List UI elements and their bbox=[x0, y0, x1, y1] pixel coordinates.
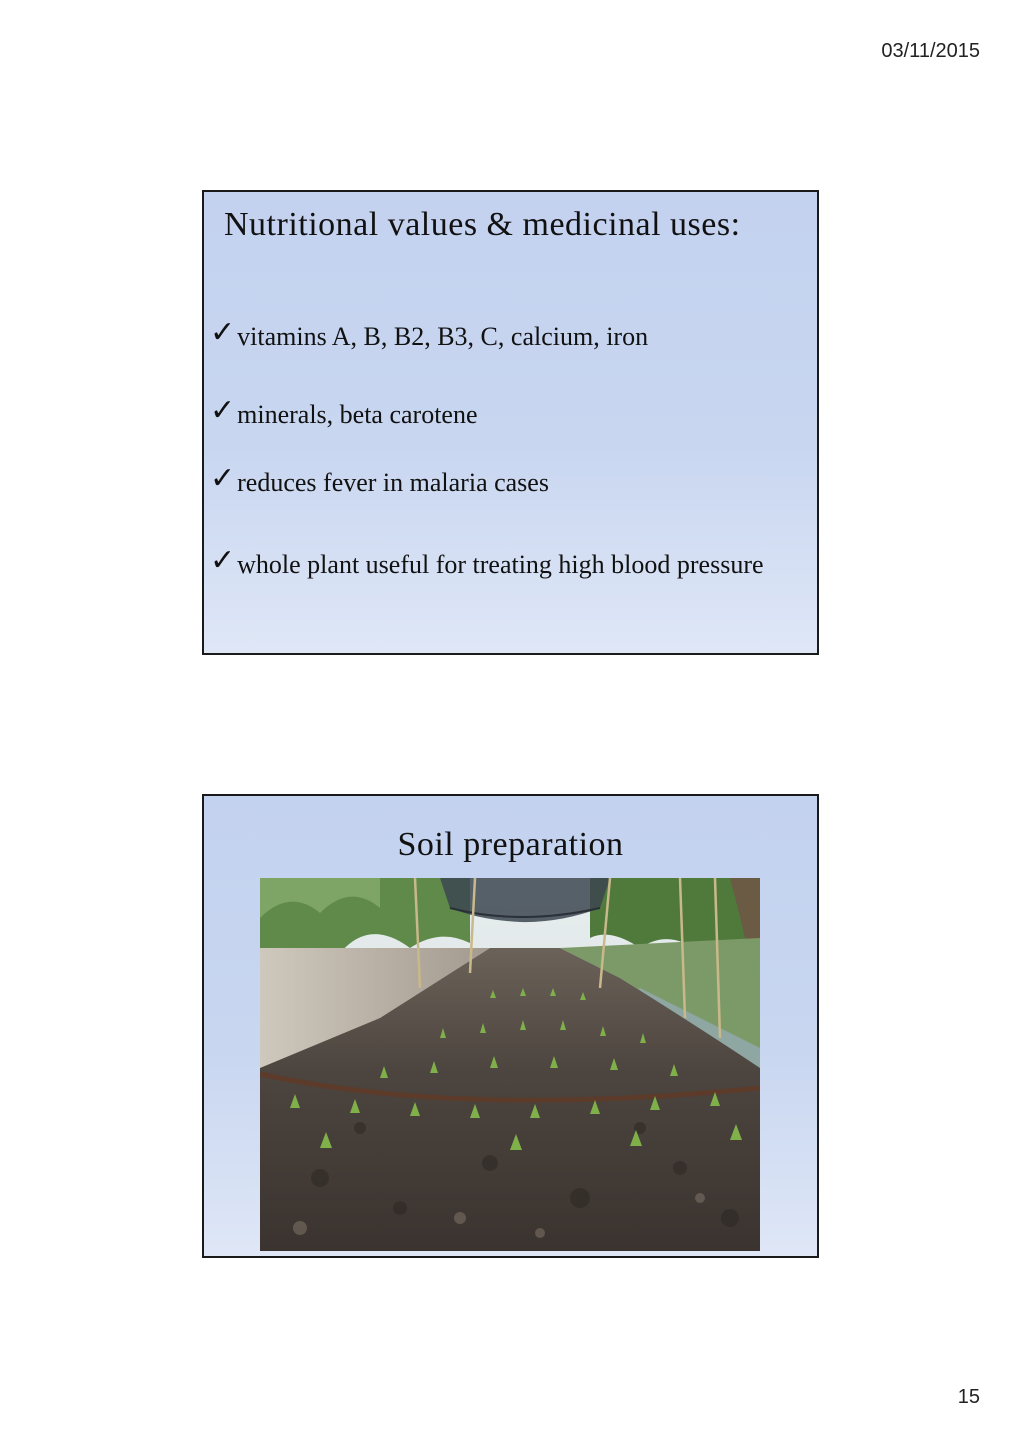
bullet-item bbox=[210, 543, 764, 580]
bullet-item bbox=[210, 393, 478, 430]
bullet-text: minerals, beta carotene bbox=[237, 400, 478, 429]
page-date: 03/11/2015 bbox=[881, 40, 980, 62]
page-number: 15 bbox=[957, 1386, 980, 1408]
slide-title: Soil preparation bbox=[397, 826, 624, 863]
bullet-text: vitamins A, B, B2, B3, C, calcium, iron bbox=[237, 322, 649, 351]
bullet-item bbox=[210, 461, 549, 498]
check-icon: ✓ bbox=[210, 315, 236, 350]
field-photo-icon bbox=[260, 878, 760, 1251]
slide-soil-preparation bbox=[202, 794, 819, 1258]
bullet-text: whole plant useful for treating high blood pressure bbox=[237, 550, 764, 579]
check-icon: ✓ bbox=[210, 393, 236, 428]
bullet-text: reduces fever in malaria cases bbox=[237, 468, 549, 497]
slide-nutritional-values bbox=[202, 190, 819, 655]
check-icon: ✓ bbox=[210, 461, 236, 496]
check-icon: ✓ bbox=[210, 543, 236, 578]
bullet-item bbox=[210, 315, 649, 352]
slide-title: Nutritional values & medicinal uses: bbox=[224, 206, 741, 243]
